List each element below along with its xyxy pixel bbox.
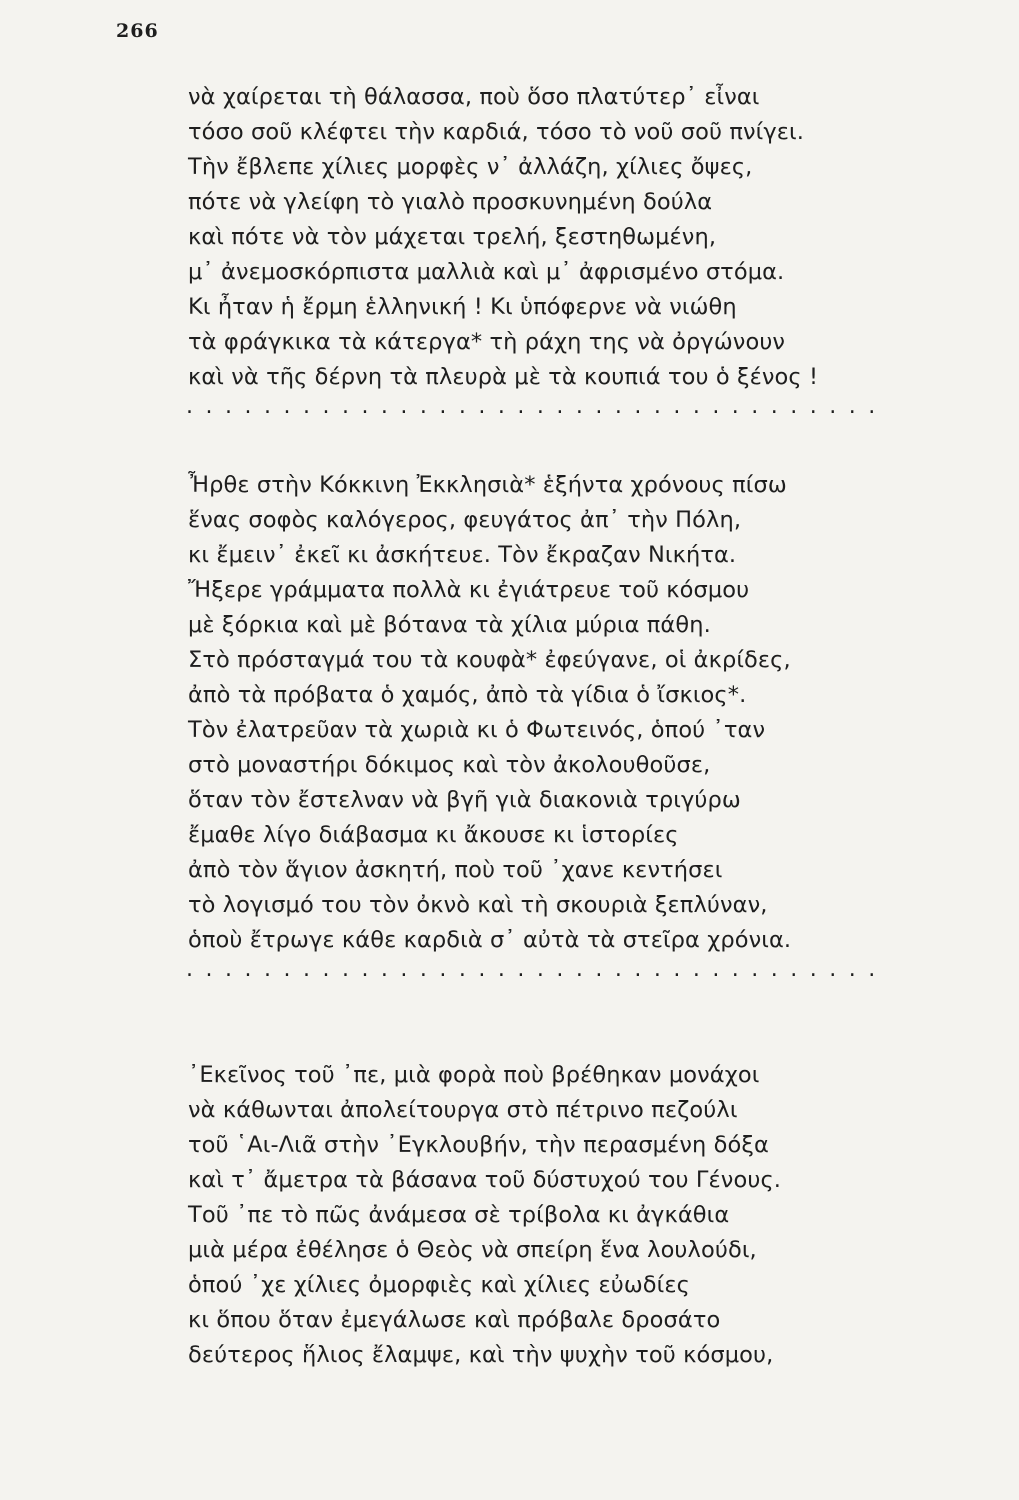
verse-line: Τὸν ἐλατρεῦαν τὰ χωριὰ κι ὁ Φωτεινός, ὁπού ᾽ταν [188, 717, 766, 743]
stanza-1 [188, 80, 818, 395]
verse-line: ἕνας σοφὸς καλόγερος, φευγάτος ἀπ᾽ τὴν Πόλη, [188, 507, 742, 533]
verse-line: μὲ ξόρκια καὶ μὲ βότανα τὰ χίλια μύρια πάθη. [188, 612, 711, 638]
verse-line: κι ὅπου ὅταν ἐμεγάλωσε καὶ πρόβαλε δροσάτο [188, 1307, 721, 1333]
verse-line: κι ἔμειν᾽ ἐκεῖ κι ἀσκήτευε. Τὸν ἔκραζαν Νικήτα. [188, 542, 737, 568]
verse-line: νὰ κάθωνται ἀπολείτουργα στὸ πέτρινο πεζούλι [188, 1097, 738, 1123]
verse-line: μιὰ μέρα ἐθέλησε ὁ Θεὸς νὰ σπείρη ἕνα λουλούδι, [188, 1237, 757, 1263]
verse-line: ἀπὸ τὸν ἅγιον ἀσκητή, ποὺ τοῦ ᾽χανε κεντήσει [188, 857, 723, 883]
stanza-2 [188, 468, 791, 958]
verse-line: πότε νὰ γλείφη τὸ γιαλὸ προσκυνημένη δούλα [188, 189, 713, 215]
verse-line: τόσο σοῦ κλέφτει τὴν καρδιά, τόσο τὸ νοῦ σοῦ πνίγει. [188, 119, 804, 145]
verse-line: δεύτερος ἥλιος ἔλαμψε, καὶ τὴν ψυχὴν τοῦ κόσμου, [188, 1342, 774, 1368]
verse-line: καὶ πότε νὰ τὸν μάχεται τρελή, ξεστηθωμένη, [188, 224, 717, 250]
verse-line: ὅταν τὸν ἔστελναν νὰ βγῆ γιὰ διακονιὰ τριγύρω [188, 787, 741, 813]
page-number: 266 [116, 20, 159, 42]
verse-line: μ᾽ ἀνεμοσκόρπιστα μαλλιὰ καὶ μ᾽ ἀφρισμένο στόμα. [188, 259, 785, 285]
verse-line: Στὸ πρόσταγμά του τὰ κουφὰ* ἐφεύγανε, οἱ ἀκρίδες, [188, 647, 791, 673]
verse-line: νὰ χαίρεται τὴ θάλασσα, ποὺ ὅσο πλατύτερ᾽ εἶναι [188, 84, 760, 110]
verse-line: Ἤξερε γράμματα πολλὰ κι ἐγιάτρευε τοῦ κόσμου [188, 577, 750, 603]
verse-line: Ἦρθε στὴν Κόκκινη Ἐκκλησιὰ* ἑξήντα χρόνους πίσω [188, 472, 787, 498]
verse-line: ᾽Εκεῖνος τοῦ ᾽πε, μιὰ φορὰ ποὺ βρέθηκαν μονάχοι [188, 1062, 760, 1088]
verse-line: ἀπὸ τὰ πρόβατα ὁ χαμός, ἀπὸ τὰ γίδια ὁ ἴσκιος*. [188, 682, 747, 708]
verse-line: Κι ἦταν ἡ ἔρμη ἑλληνική ! Κι ὑπόφερνε νὰ νιώθη [188, 294, 737, 320]
stanza-3 [188, 1058, 781, 1373]
ellipsis-separator: .................................... [186, 958, 888, 982]
verse-line: ἔμαθε λίγο διάβασμα κι ἄκουσε κι ἱστορίες [188, 822, 679, 848]
verse-line: Τὴν ἔβλεπε χίλιες μορφὲς ν᾽ ἀλλάζη, χίλιες ὄψες, [188, 154, 753, 180]
verse-line: τοῦ ῾Αι-Λιᾶ στὴν ᾽Εγκλουβήν, τὴν περασμένη δόξα [188, 1132, 769, 1158]
ellipsis-separator: .................................... [186, 395, 888, 419]
verse-line: ὁποὺ ἔτρωγε κάθε καρδιὰ σ᾽ αὐτὰ τὰ στεῖρα χρόνια. [188, 927, 792, 953]
verse-line: τὰ φράγκικα τὰ κάτεργα* τὴ ράχη της νὰ ὀργώνουν [188, 329, 786, 355]
verse-line: καὶ νὰ τῆς δέρνη τὰ πλευρὰ μὲ τὰ κουπιά του ὁ ξένος ! [188, 364, 819, 390]
verse-line: Τοῦ ᾽πε τὸ πῶς ἀνάμεσα σὲ τρίβολα κι ἀγκάθια [188, 1202, 730, 1228]
verse-line: στὸ μοναστήρι δόκιμος καὶ τὸν ἀκολουθοῦσε, [188, 752, 711, 778]
verse-line: τὸ λογισμό του τὸν ὀκνὸ καὶ τὴ σκουριὰ ξεπλύναν, [188, 892, 768, 918]
verse-line: ὁπού ᾽χε χίλιες ὀμορφιὲς καὶ χίλιες εὐωδίες [188, 1272, 690, 1298]
verse-line: καὶ τ᾽ ἄμετρα τὰ βάσανα τοῦ δύστυχού του Γένους. [188, 1167, 782, 1193]
